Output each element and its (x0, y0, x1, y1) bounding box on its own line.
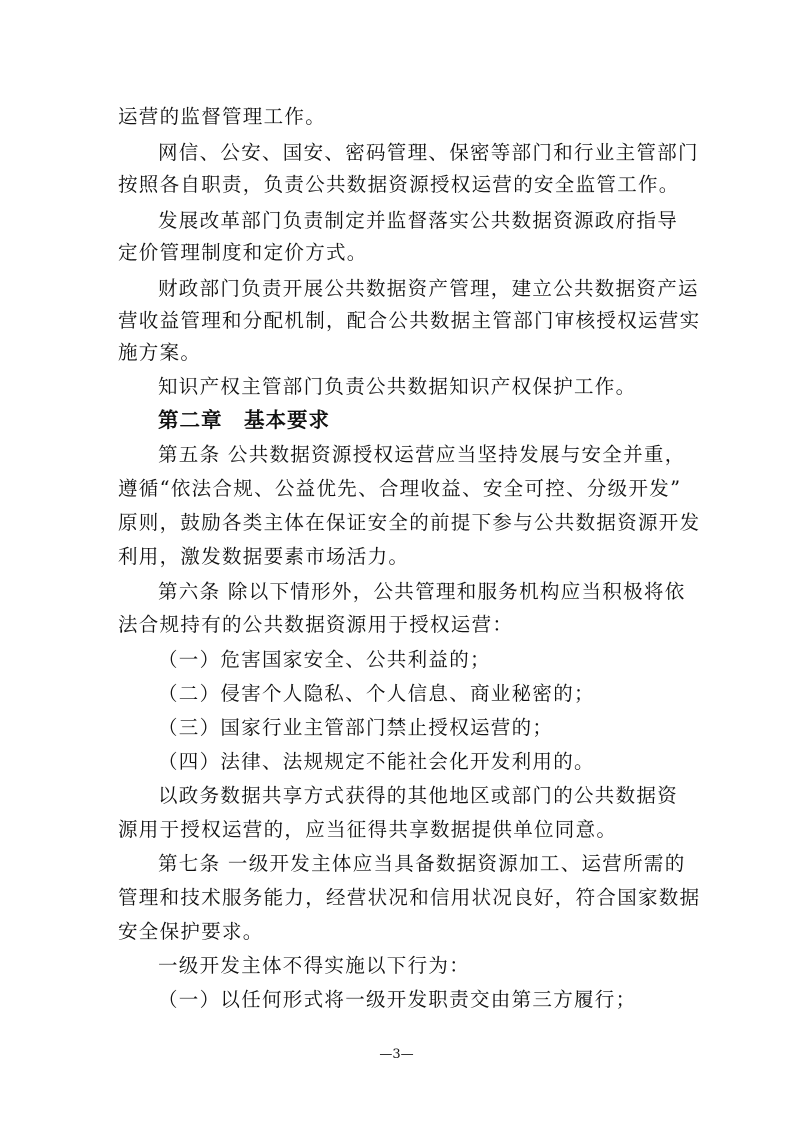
list-item: （三）国家行业主管部门禁止授权运营的； (158, 716, 554, 739)
list-item: （二）侵害个人隐私、个人信息、商业秘密的； (158, 682, 595, 705)
text-line: 第七条 一级开发主体应当具备数据资源加工、运营所需的 (158, 852, 686, 875)
page-number: —3— (379, 1047, 414, 1062)
text-line: 网信、公安、国安、密码管理、保密等部门和行业主管部门 (158, 141, 699, 164)
text-line: 利用，激发数据要素市场活力。 (118, 545, 410, 568)
list-item: （一）以任何形式将一级开发职责交由第三方履行； (158, 988, 637, 1011)
text-line: 以政务数据共享方式获得的其他地区或部门的公共数据资 (158, 784, 679, 807)
text-line: 知识产权主管部门负责公共数据知识产权保护工作。 (158, 375, 637, 398)
text-line: 财政部门负责开展公共数据资产管理，建立公共数据资产运 (158, 277, 699, 300)
text-line: 一级开发主体不得实施以下行为： (158, 954, 471, 977)
list-item: （四）法律、法规规定不能社会化开发利用的。 (158, 750, 595, 773)
text-line: 施方案。 (118, 341, 202, 364)
text-line: 管理和技术服务能力，经营状况和信用状况良好，符合国家数据 (118, 886, 701, 909)
text-line: 遵循“依法合规、公益优先、合理收益、安全可控、分级开发” (118, 477, 682, 500)
text-line: 营收益管理和分配机制，配合公共数据主管部门审核授权运营实 (118, 309, 701, 332)
text-line: 原则，鼓励各类主体在保证安全的前提下参与公共数据资源开发 (118, 511, 701, 534)
chapter-heading: 第二章 基本要求 (158, 408, 330, 432)
text-line: 按照各自职责，负责公共数据资源授权运营的安全监管工作。 (118, 173, 680, 196)
text-line: 第六条 除以下情形外，公共管理和服务机构应当积极将依 (158, 580, 686, 603)
text-line: 定价管理制度和定价方式。 (118, 241, 368, 264)
text-line: 运营的监督管理工作。 (118, 105, 327, 128)
text-line: 安全保护要求。 (118, 920, 264, 943)
text-line: 发展改革部门负责制定并监督落实公共数据资源政府指导 (158, 209, 679, 232)
text-line: 源用于授权运营的，应当征得共享数据提供单位同意。 (118, 818, 618, 841)
text-line: 法合规持有的公共数据资源用于授权运营： (118, 613, 514, 636)
text-line: 第五条 公共数据资源授权运营应当坚持发展与安全并重， (158, 443, 686, 466)
list-item: （一）危害国家安全、公共利益的； (158, 648, 491, 671)
